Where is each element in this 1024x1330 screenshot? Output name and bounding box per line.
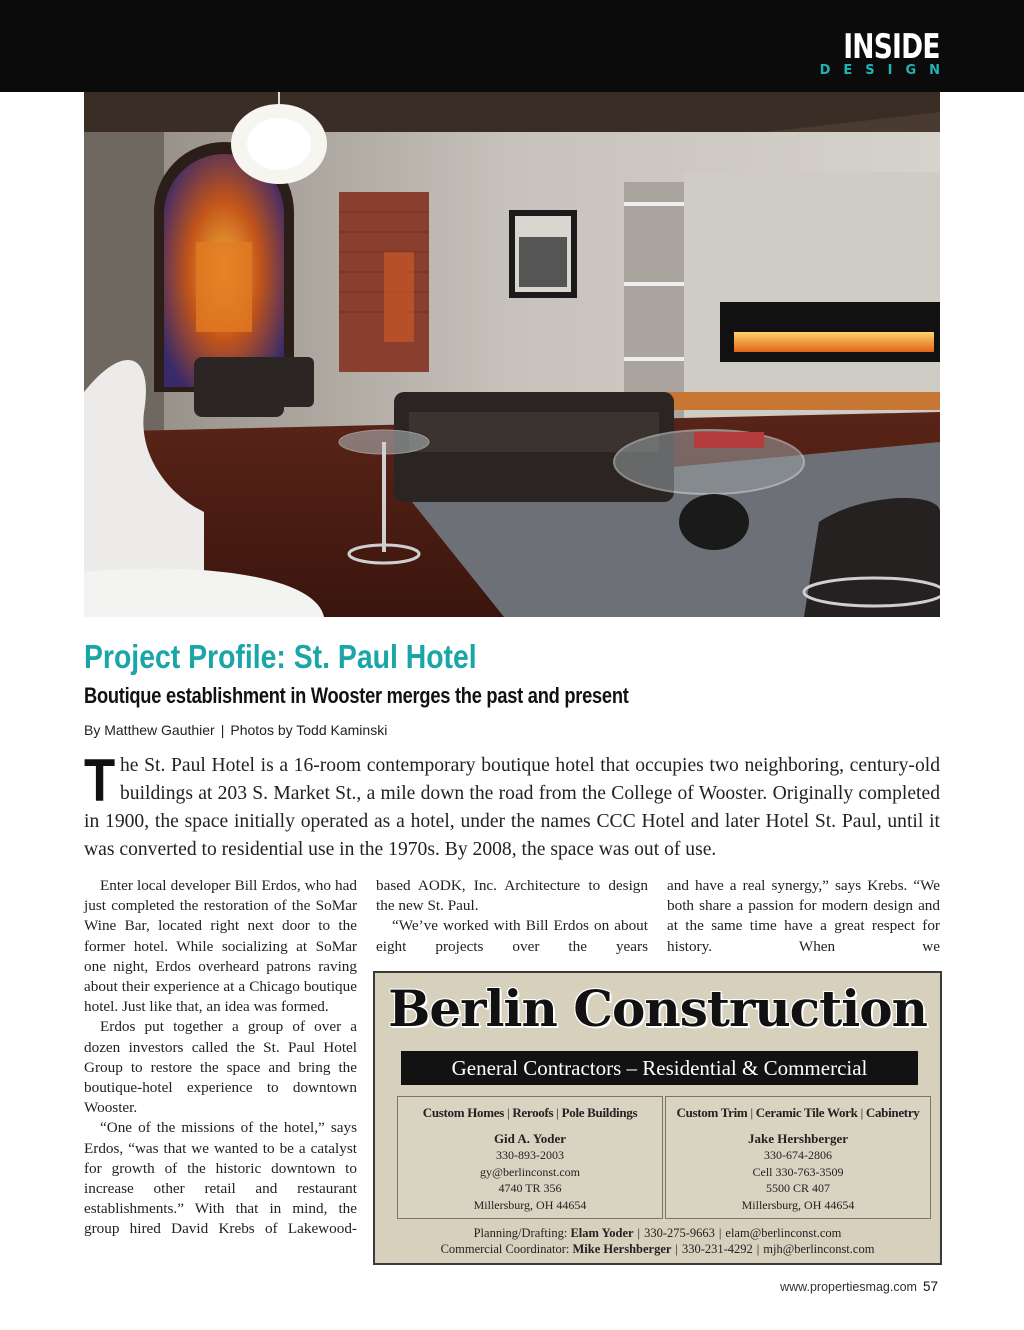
contact-address: 5500 CR 407 <box>765 1181 830 1195</box>
pipe-separator: | <box>750 1105 753 1120</box>
byline-author: By Matthew Gauthier <box>84 722 215 738</box>
pipe-separator: | <box>507 1105 510 1120</box>
pipe-separator: | <box>675 1242 678 1256</box>
page-footer <box>780 1279 938 1294</box>
body-paragraph: based AODK, Inc. Architecture to design the new St. Paul. <box>376 877 648 915</box>
article-column-1 <box>84 876 357 1240</box>
contact-name: Jake Hershberger <box>747 1131 848 1146</box>
contact-city: Millersburg, OH 44654 <box>473 1197 587 1212</box>
body-paragraph: “We’ve worked with Bill Erdos on about eight projects over the years <box>376 917 648 955</box>
pipe-separator: | <box>756 1242 760 1256</box>
footer-phone: 330-275-9663 <box>644 1226 715 1240</box>
ad-contact-box-right <box>665 1096 931 1219</box>
body-paragraph: Erdos put together a group of over a dozen investors called the St. Paul Hotel Group to restore the space and bring the boutique-hotel experience to downtown Wooster. <box>84 1018 357 1117</box>
section-title-inside: INSIDE <box>843 27 940 67</box>
footer-label: Planning/Drafting: <box>473 1226 568 1240</box>
body-paragraph: “One of the missions of the hotel,” says Erdos, “was that we wanted to be a catalyst for growth of the historic downtown to increase other retail and restaurant establishments.” With that in mind, the group hired David Krebs of Lakewood- <box>84 1119 357 1238</box>
pipe-separator: | <box>556 1105 559 1120</box>
ad-services-right <box>666 1105 930 1121</box>
lead-text: he St. Paul Hotel is a 16-room contemporary boutique hotel that occupies two neighboring, century-old buildings at 203 S. Market St., a mile down the road from the College of Wooster. Originally completed in 1900, the space initially operated as a hotel, under the names CCC Hotel and later Hotel St. Paul, until it was converted to residential use in the 1970s. By 2008, the space was out of use. <box>84 755 940 860</box>
footer-email: elam@berlinconst.com <box>725 1226 842 1240</box>
ad-company-name: Berlin Construction <box>388 979 927 1038</box>
footer-label: Commercial Coordinator: <box>440 1242 570 1256</box>
pipe-separator: | <box>860 1105 863 1120</box>
article-column-3 <box>667 876 940 957</box>
article-lead-paragraph <box>84 747 940 864</box>
article-column-2 <box>376 876 648 957</box>
contact-phone: 330-893-2003 <box>496 1148 564 1162</box>
footer-name: Mike Hershberger <box>572 1242 672 1256</box>
page-number: 57 <box>922 1279 938 1294</box>
ad-services-left <box>398 1105 662 1121</box>
section-title <box>816 27 953 79</box>
article-byline <box>84 722 387 738</box>
berlin-construction-ad <box>373 971 942 1265</box>
ad-footer-commercial <box>375 1242 940 1257</box>
body-paragraph: and have a real synergy,” says Krebs. “We both share a passion for modern design and at the same time have a great respect for history. When we <box>667 877 940 955</box>
byline-separator: | <box>220 722 225 738</box>
contact-city: Millersburg, OH 44654 <box>741 1197 855 1212</box>
ad-contact-box-left <box>397 1096 663 1219</box>
pipe-separator: | <box>637 1226 641 1240</box>
footer-url: www.propertiesmag.com <box>780 1280 917 1294</box>
footer-email: mjh@berlinconst.com <box>763 1242 875 1256</box>
service-item: Cabinetry <box>865 1105 920 1120</box>
section-title-design: DESIGN <box>819 63 953 78</box>
service-item: Pole Buildings <box>561 1105 638 1120</box>
contact-email: gy@berlinconst.com <box>479 1164 581 1179</box>
hotel-lobby-photo <box>84 92 940 617</box>
section-header-bar <box>0 0 1024 92</box>
lead-drop-cap: T <box>84 747 116 814</box>
service-item: Custom Homes <box>422 1105 504 1120</box>
service-item: Reroofs <box>512 1105 554 1120</box>
contact-phone: 330-674-2806 <box>764 1148 832 1162</box>
footer-name: Elam Yoder <box>570 1226 634 1240</box>
service-item: Custom Trim <box>676 1105 748 1120</box>
article-subhead: Boutique establishment in Wooster merges the past and present <box>84 683 629 708</box>
contact-cell: Cell 330-763-3509 <box>752 1164 844 1179</box>
pipe-separator: | <box>718 1226 722 1240</box>
footer-phone: 330-231-4292 <box>681 1242 753 1256</box>
ad-tagline: General Contractors – Residential & Commercial <box>401 1051 918 1085</box>
contact-name: Gid A. Yoder <box>493 1131 567 1146</box>
byline-photos: Photos by Todd Kaminski <box>230 722 388 738</box>
service-item: Ceramic Tile Work <box>755 1105 858 1120</box>
ad-footer-planning <box>375 1226 940 1241</box>
article-headline: Project Profile: St. Paul Hotel <box>84 638 477 675</box>
contact-address: 4740 TR 356 <box>498 1181 562 1195</box>
body-paragraph: Enter local developer Bill Erdos, who had just completed the restoration of the SoMar Wine Bar, located right next door to the former hotel. While socializing at SoMar one night, Erdos overheard patrons raving about their experience at a Chicago boutique hotel. Just like that, an idea was formed. <box>84 877 357 1016</box>
